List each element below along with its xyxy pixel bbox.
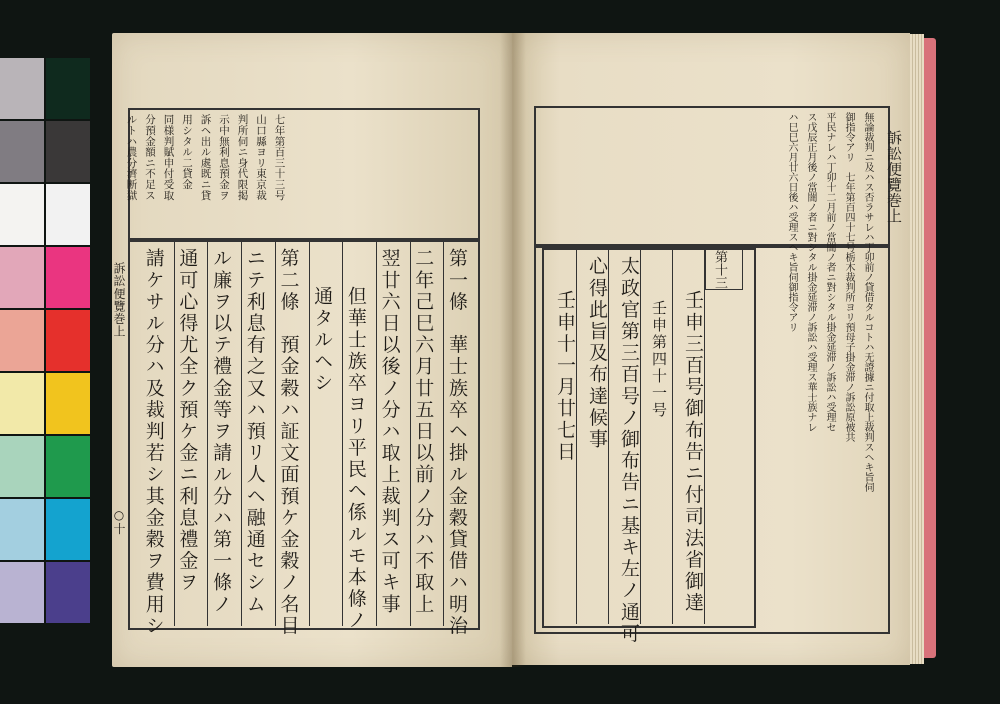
header-note-column: 平民ナレハ丁卯十二月前ノ當闇ノ者ニ對シタル掛金延滞ノ訴訟ハ受理セ xyxy=(824,112,835,432)
column-rule xyxy=(309,240,310,626)
text-column: 心得此旨及布達候事 xyxy=(586,256,608,451)
text-column: 但華士族卒ヨリ平民ヘ係ルモ本條ノ xyxy=(344,286,367,632)
text-column: 翌廿六日以後ノ分ハ取上裁判ス可キ事 xyxy=(378,248,401,616)
color-chip xyxy=(46,373,90,434)
header-note-column: 同様判賦申付受取 xyxy=(162,114,175,201)
column-rule xyxy=(376,240,377,626)
column-rule xyxy=(704,250,705,624)
text-column: ニテ利息有之又ハ預リ人ヘ融通セシム xyxy=(243,248,266,616)
text-column: 壬申十一月廿七日 xyxy=(554,290,576,463)
header-note-column: 分預金額ニ不足ス xyxy=(144,114,156,201)
color-chip xyxy=(0,310,44,371)
column-rule xyxy=(342,240,343,626)
column-rule xyxy=(207,240,208,626)
header-note-column: 用シタル二貸金 xyxy=(181,114,193,190)
header-note-column: 判所伺ニ身代限掲 xyxy=(236,114,249,201)
color-chip xyxy=(46,310,90,371)
color-calibration-chart xyxy=(0,58,92,628)
text-column: 通可心得尤全ク預ケ金ニ利息禮金ヲ xyxy=(176,248,199,594)
header-note-column: 山口縣ヨリ東京裁 xyxy=(255,114,267,201)
column-rule xyxy=(241,240,242,626)
color-chip xyxy=(46,121,90,182)
left-margin-title: 訴訟便覽巻上 xyxy=(112,262,126,338)
column-rule xyxy=(410,240,411,626)
text-column: 壬申三百号御布告ニ付司法省御達 xyxy=(682,290,704,614)
right-margin-title: 訴訟便覽巻上 xyxy=(885,130,903,224)
header-note-column: 示中無利息預金ヲ xyxy=(218,114,230,201)
text-column: 二年己巳六月廿五日以前ノ分ハ不取上 xyxy=(412,248,435,616)
column-rule xyxy=(576,250,577,624)
column-rule xyxy=(443,240,444,626)
text-column: 太政官第三百号ノ御布告ニ基キ左ノ通可 xyxy=(618,256,640,645)
column-rule xyxy=(640,250,641,624)
text-column: 請ケサル分ハ及裁判若シ其金穀ヲ費用シ xyxy=(142,248,165,637)
color-chip xyxy=(46,58,90,119)
header-note-column: 七年第百三十三号 xyxy=(273,114,286,201)
header-note-column: ハ巳巳六月廿六日後ハ受理スヘキ旨伺御指令アリ xyxy=(786,112,797,332)
color-chip xyxy=(46,499,90,560)
left-margin-folio: ○十 xyxy=(112,508,126,536)
column-rule xyxy=(174,240,175,626)
color-chip xyxy=(0,499,44,560)
color-chip xyxy=(0,58,44,119)
color-chip xyxy=(0,121,44,182)
chapter-label: 第十三 xyxy=(712,250,727,289)
color-chip xyxy=(46,184,90,245)
text-column: 第二條 預金穀ハ証文面預ケ金穀ノ名目 xyxy=(277,248,300,637)
book-spine xyxy=(500,33,526,667)
header-note-column: 御指令アリ 七年第百四十七号栃木裁判所ヨリ預母子掛金滞ノ訴訟原被共 xyxy=(843,112,854,442)
color-chip xyxy=(0,436,44,497)
column-rule xyxy=(275,240,276,626)
header-note-column: ス戊辰正月後ノ當闇ノ者ニ對シタル掛金延滞ノ訴訟ハ受理ス華士族ナレ xyxy=(805,112,816,432)
text-column: ル廉ヲ以テ禮金等ヲ請ル分ハ第一條ノ xyxy=(210,248,233,616)
header-note-column: ルトハ農分濟断獄 xyxy=(125,114,138,201)
color-chip xyxy=(0,562,44,623)
text-column: 通タルヘシ xyxy=(311,286,334,394)
right-header-frame xyxy=(534,106,890,248)
header-note-column: 無論裁判ニ及ハス否ラサレハ丁卯前ノ貸借タルコトハ无證據ニ付取上裁判スヘキ旨伺 xyxy=(862,112,873,492)
color-chip xyxy=(0,373,44,434)
header-note-column: 訴ヘ出ル處既ニ貸 xyxy=(199,114,212,201)
color-chip xyxy=(0,247,44,308)
column-rule xyxy=(608,250,609,624)
color-chip xyxy=(46,247,90,308)
column-rule xyxy=(672,250,673,624)
text-column: 壬申第四十一号 xyxy=(650,300,668,419)
color-chip xyxy=(0,184,44,245)
color-chip xyxy=(46,436,90,497)
text-column: 第一條 華士族卒ヘ掛ル金穀貸借ハ明治 xyxy=(446,248,468,637)
color-chip xyxy=(46,562,90,623)
